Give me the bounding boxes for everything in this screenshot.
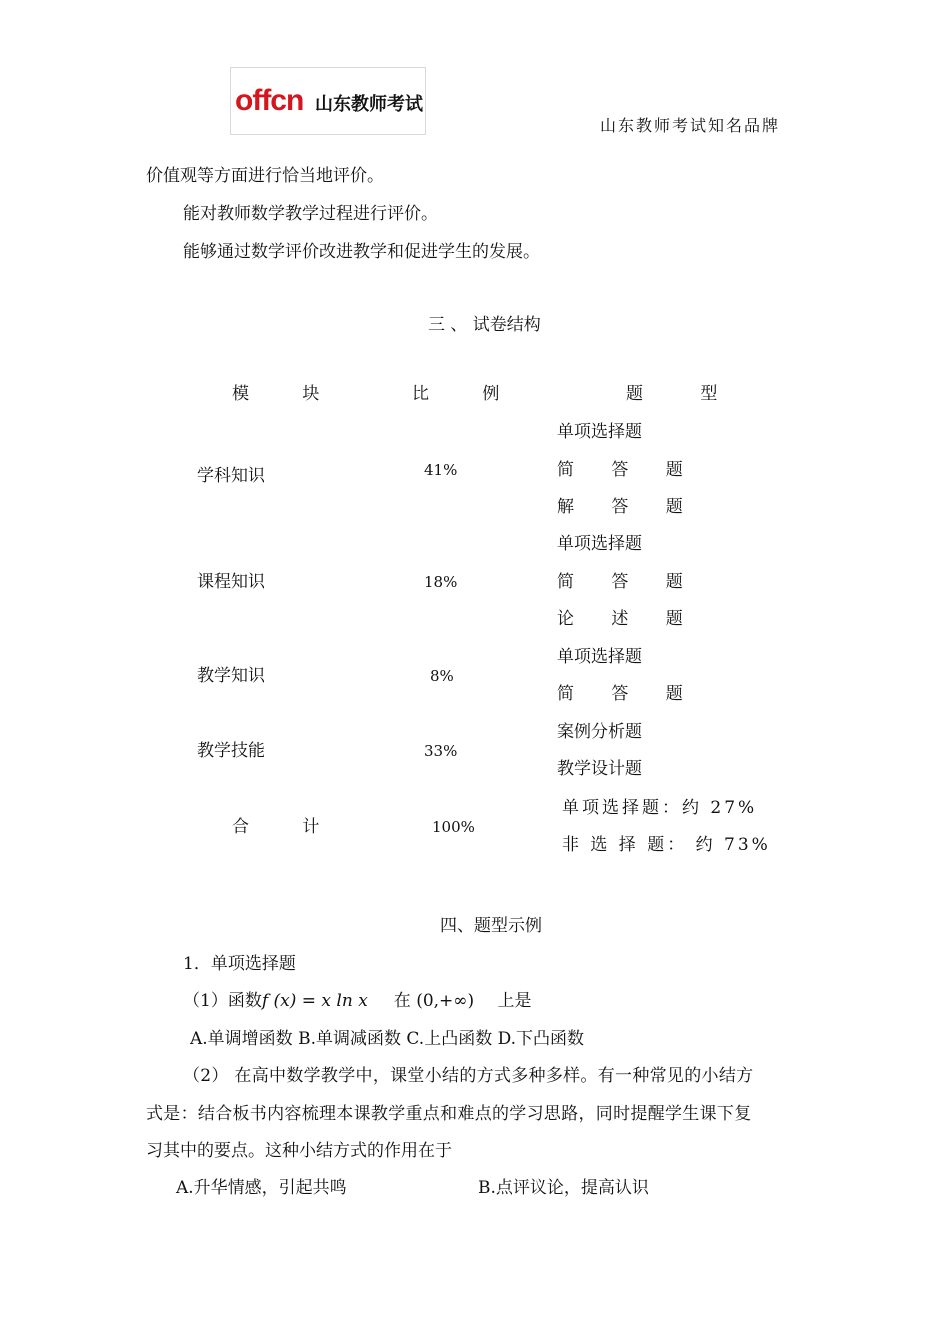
question-1: [183, 991, 532, 1011]
table-header-type: 题 型: [626, 384, 744, 404]
table-row-3-type-2: 简 答 题: [557, 684, 699, 704]
table-total-line-1: 单项选择题：约 27%: [562, 798, 758, 818]
table-row-3-type-1: 单项选择题: [557, 647, 642, 667]
question-1-prefix: （1）函数: [183, 991, 262, 1011]
question-1-mid: 在: [393, 991, 411, 1011]
table-total-label: 合 计: [232, 817, 344, 837]
intro-line-2: 能对教师数学教学过程进行评价。: [183, 204, 438, 224]
question-1-formula: f (x) = x ln x: [261, 991, 368, 1011]
question-2-option-b: B.点评议论，提高认识: [478, 1178, 649, 1198]
table-row-4-type-2: 教学设计题: [557, 759, 642, 779]
table-header-ratio: 比 例: [412, 384, 524, 404]
table-row-2-ratio: 18%: [424, 573, 458, 591]
table-row-3-ratio: 8%: [430, 667, 454, 685]
question-2-option-a: A.升华情感，引起共鸣: [176, 1178, 347, 1198]
table-total-ratio: 100%: [432, 818, 475, 836]
question-2-line-3: 习其中的要点。这种小结方式的作用在于: [146, 1141, 452, 1161]
table-row-4-type-1: 案例分析题: [557, 722, 642, 742]
table-row-1-type-2: 简 答 题: [557, 460, 699, 480]
logo: [230, 67, 426, 135]
table-header-module: 模 块: [232, 384, 344, 404]
intro-line-3: 能够通过数学评价改进教学和促进学生的发展。: [183, 242, 540, 262]
table-row-2-type-1: 单项选择题: [557, 534, 642, 554]
table-row-1-type-3: 解 答 题: [557, 497, 699, 517]
header-slogan: 山东教师考试知名品牌: [600, 116, 781, 135]
table-row-4-module: 教学技能: [197, 741, 265, 761]
table-row-1-ratio: 41%: [424, 461, 458, 479]
table-row-1-type-1: 单项选择题: [557, 422, 642, 442]
logo-text: 山东教师考试: [315, 94, 423, 115]
table-row-3-module: 教学知识: [197, 666, 265, 686]
table-total-line-2: 非 选 择 题： 约 73%: [562, 835, 771, 855]
table-row-2-type-2: 简 答 题: [557, 572, 699, 592]
table-row-1-module: 学科知识: [197, 466, 265, 486]
section3-title: 三 、 试卷结构: [428, 315, 541, 335]
question-2-line-1: （2） 在高中数学教学中，课堂小结的方式多种多样。有一种常见的小结方: [183, 1066, 754, 1086]
section4-subtitle: 1．单项选择题: [183, 954, 296, 974]
section4-title: 四、题型示例: [440, 916, 542, 936]
table-row-4-ratio: 33%: [424, 742, 458, 760]
table-row-2-type-3: 论 述 题: [557, 609, 699, 629]
question-1-suffix: 上是: [497, 991, 532, 1011]
question-1-options: A.单调增函数 B.单调减函数 C.上凸函数 D.下凸函数: [190, 1029, 585, 1049]
table-row-2-module: 课程知识: [197, 572, 265, 592]
intro-line-1: 价值观等方面进行恰当地评价。: [146, 166, 384, 186]
question-1-interval: (0,+∞): [416, 991, 475, 1011]
logo-brand: offcn: [235, 84, 304, 117]
question-2-line-2: 式是：结合板书内容梳理本课教学重点和难点的学习思路，同时提醒学生课下复: [146, 1104, 752, 1124]
